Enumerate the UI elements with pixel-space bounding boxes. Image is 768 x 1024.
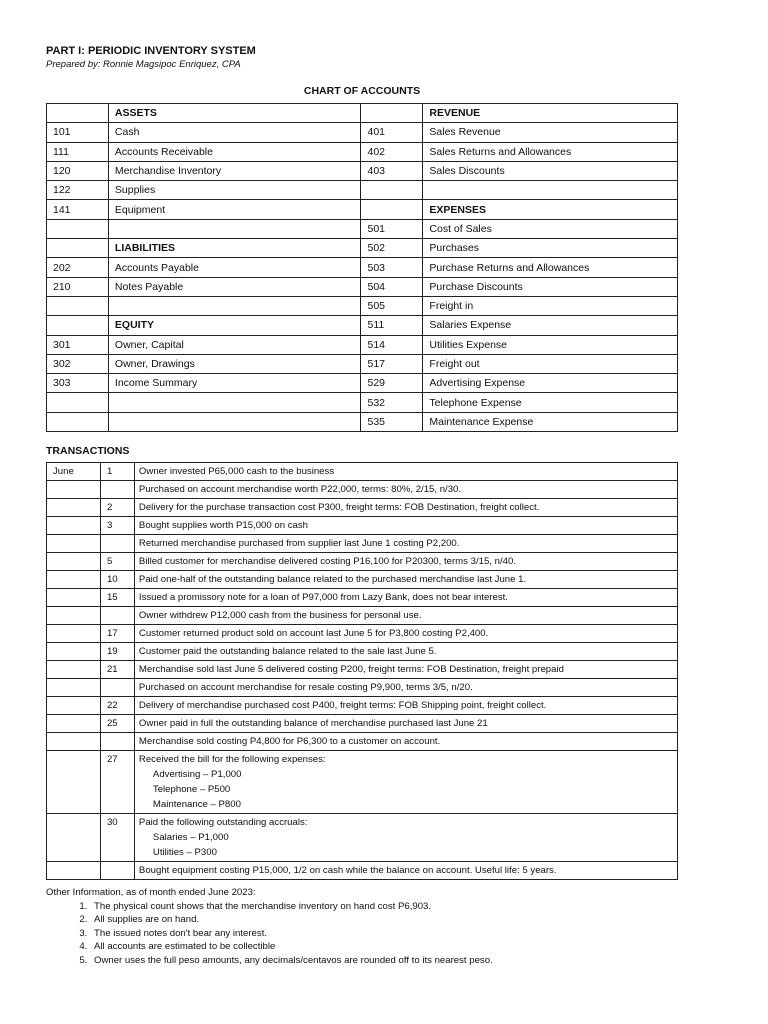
prepared-by: Prepared by: Ronnie Magsipoc Enriquez, CPA [46, 59, 241, 70]
transaction-row [47, 715, 678, 733]
coa-row [47, 335, 678, 354]
coa-right-code: 535 [361, 412, 423, 431]
transaction-row [47, 553, 678, 571]
coa-left-code: 210 [47, 277, 109, 296]
transaction-description [134, 733, 677, 751]
transaction-subitem: Advertising – P1,000 [152, 769, 242, 781]
transaction-month [47, 814, 101, 862]
coa-row [47, 393, 678, 412]
transaction-day: 15 [100, 589, 134, 607]
transaction-description [134, 643, 677, 661]
chart-of-accounts-title: CHART OF ACCOUNTS [303, 85, 421, 97]
chart-of-accounts-table [46, 103, 678, 432]
transaction-text: Owner invested P65,000 cash to the business [138, 466, 335, 478]
document-page [46, 44, 678, 967]
transaction-text: Returned merchandise purchased from supplier last June 1 costing P2,200. [138, 538, 460, 550]
coa-row [47, 316, 678, 335]
coa-right-code: 517 [361, 354, 423, 373]
transaction-description [134, 589, 677, 607]
transaction-row [47, 697, 678, 715]
other-information-intro: Other Information, as of month ended June 2023: [46, 887, 256, 899]
coa-right-name: Purchases [423, 239, 678, 258]
coa-left-code [47, 316, 109, 335]
transaction-description [134, 751, 677, 814]
coa-row [47, 200, 678, 219]
coa-left-name: EQUITY [108, 316, 361, 335]
coa-row [47, 181, 678, 200]
coa-left-name [108, 393, 361, 412]
coa-row [47, 219, 678, 238]
coa-left-code: 303 [47, 374, 109, 393]
transaction-description [134, 571, 677, 589]
transaction-text: Owner withdrew P12,000 cash from the business for personal use. [138, 610, 422, 622]
document-title: PART I: PERIODIC INVENTORY SYSTEM [46, 45, 256, 57]
transaction-month [47, 589, 101, 607]
transaction-row [47, 733, 678, 751]
coa-right-code: 505 [361, 296, 423, 315]
other-information-item: 2. All supplies are on hand. [90, 913, 678, 927]
transaction-month [47, 715, 101, 733]
coa-left-name: Income Summary [108, 374, 361, 393]
coa-right-code: 511 [361, 316, 423, 335]
transaction-day: 19 [100, 643, 134, 661]
transaction-day: 22 [100, 697, 134, 715]
transaction-description [134, 463, 677, 481]
transaction-description [134, 715, 677, 733]
transaction-description [134, 814, 677, 862]
coa-right-code [361, 200, 423, 219]
coa-left-code: 301 [47, 335, 109, 354]
coa-right-code [361, 181, 423, 200]
transaction-row [47, 661, 678, 679]
coa-right-name [423, 181, 678, 200]
transaction-row [47, 643, 678, 661]
transaction-row [47, 499, 678, 517]
transaction-text: Received the bill for the following expenses: [138, 754, 326, 766]
transaction-text: Customer paid the outstanding balance related to the sale last June 5. [138, 646, 437, 658]
transaction-row [47, 679, 678, 697]
transaction-day: 3 [100, 517, 134, 535]
coa-row [47, 123, 678, 142]
coa-left-code: 111 [47, 142, 109, 161]
coa-left-code: 122 [47, 181, 109, 200]
coa-right-name: Purchase Discounts [423, 277, 678, 296]
transaction-month [47, 553, 101, 571]
transaction-day: 2 [100, 499, 134, 517]
transaction-day: 21 [100, 661, 134, 679]
coa-row [47, 412, 678, 431]
coa-left-name: Notes Payable [108, 277, 361, 296]
transaction-row [47, 862, 678, 880]
transaction-description [134, 517, 677, 535]
coa-left-code: 302 [47, 354, 109, 373]
transaction-description [134, 553, 677, 571]
coa-row [47, 161, 678, 180]
transaction-text: Issued a promissory note for a loan of P97,000 from Lazy Bank, does not bear interest. [138, 592, 508, 604]
coa-left-name: Accounts Payable [108, 258, 361, 277]
coa-right-name: Utilities Expense [423, 335, 678, 354]
transaction-text: Customer returned product sold on account last June 5 for P3,800 costing P2,400. [138, 628, 489, 640]
coa-row [47, 104, 678, 123]
coa-left-code [47, 239, 109, 258]
transaction-row [47, 571, 678, 589]
coa-left-code: 120 [47, 161, 109, 180]
transaction-text: Purchased on account merchandise for resale costing P9,900, terms 3/5, n/20. [138, 682, 473, 694]
transaction-month [47, 625, 101, 643]
coa-right-name: Cost of Sales [423, 219, 678, 238]
transaction-day [100, 733, 134, 751]
transaction-row [47, 607, 678, 625]
coa-right-name: Freight out [423, 354, 678, 373]
transaction-day [100, 481, 134, 499]
transaction-text: Merchandise sold costing P4,800 for P6,300 to a customer on account. [138, 736, 441, 748]
coa-left-name: Merchandise Inventory [108, 161, 361, 180]
coa-left-name: Cash [108, 123, 361, 142]
coa-left-name [108, 219, 361, 238]
transaction-description [134, 862, 677, 880]
transaction-row [47, 814, 678, 862]
transaction-day: 27 [100, 751, 134, 814]
coa-left-name: ASSETS [108, 104, 361, 123]
coa-row [47, 239, 678, 258]
transaction-text: Purchased on account merchandise worth P22,000, terms: 80%, 2/15, n/30. [138, 484, 462, 496]
coa-right-code: 514 [361, 335, 423, 354]
coa-right-name: Salaries Expense [423, 316, 678, 335]
coa-right-code: 403 [361, 161, 423, 180]
transaction-month [47, 481, 101, 499]
coa-right-name: Purchase Returns and Allowances [423, 258, 678, 277]
transaction-description [134, 535, 677, 553]
transaction-description [134, 697, 677, 715]
coa-left-name [108, 296, 361, 315]
coa-row [47, 296, 678, 315]
transaction-description [134, 625, 677, 643]
coa-right-code: 503 [361, 258, 423, 277]
coa-right-name: Advertising Expense [423, 374, 678, 393]
coa-row [47, 142, 678, 161]
transaction-day [100, 607, 134, 625]
transaction-month [47, 607, 101, 625]
other-information-item: 3. The issued notes don't bear any interest. [90, 927, 678, 941]
transaction-month [47, 643, 101, 661]
coa-right-name: EXPENSES [423, 200, 678, 219]
transaction-description [134, 679, 677, 697]
transactions-label: TRANSACTIONS [46, 445, 130, 458]
transaction-subitem: Utilities – P300 [152, 847, 217, 859]
transaction-day: 1 [100, 463, 134, 481]
coa-right-name: Telephone Expense [423, 393, 678, 412]
transaction-month [47, 733, 101, 751]
coa-right-code: 502 [361, 239, 423, 258]
coa-left-code [47, 412, 109, 431]
transaction-day [100, 679, 134, 697]
transaction-day: 30 [100, 814, 134, 862]
transaction-day [100, 862, 134, 880]
coa-left-code: 141 [47, 200, 109, 219]
transaction-month [47, 751, 101, 814]
coa-left-name: Equipment [108, 200, 361, 219]
transaction-day: 5 [100, 553, 134, 571]
coa-right-code: 402 [361, 142, 423, 161]
transaction-row [47, 481, 678, 499]
transaction-month [47, 697, 101, 715]
other-information-list [46, 900, 678, 968]
transaction-day: 10 [100, 571, 134, 589]
transaction-month [47, 517, 101, 535]
transaction-row [47, 463, 678, 481]
coa-row [47, 374, 678, 393]
coa-row [47, 354, 678, 373]
transaction-text: Bought supplies worth P15,000 on cash [138, 520, 308, 532]
transaction-month [47, 679, 101, 697]
other-information-item: 4. All accounts are estimated to be collectible [90, 940, 678, 954]
coa-right-code: 504 [361, 277, 423, 296]
coa-right-name: Freight in [423, 296, 678, 315]
coa-left-name: Owner, Drawings [108, 354, 361, 373]
coa-right-code: 532 [361, 393, 423, 412]
transaction-subitem: Telephone – P500 [152, 784, 231, 796]
coa-left-code [47, 296, 109, 315]
coa-left-name: Owner, Capital [108, 335, 361, 354]
coa-left-code [47, 104, 109, 123]
coa-left-name [108, 412, 361, 431]
transaction-subitem: Salaries – P1,000 [152, 832, 229, 844]
transaction-month [47, 535, 101, 553]
transaction-text: Paid the following outstanding accruals: [138, 817, 308, 829]
transaction-day [100, 535, 134, 553]
coa-right-name: REVENUE [423, 104, 678, 123]
coa-left-code [47, 219, 109, 238]
transaction-month [47, 661, 101, 679]
other-information [46, 886, 678, 967]
coa-left-name: LIABILITIES [108, 239, 361, 258]
coa-left-code: 101 [47, 123, 109, 142]
coa-right-name: Maintenance Expense [423, 412, 678, 431]
transaction-day: 25 [100, 715, 134, 733]
transaction-row [47, 517, 678, 535]
coa-right-code [361, 104, 423, 123]
transaction-description [134, 607, 677, 625]
transaction-description [134, 481, 677, 499]
transaction-text: Merchandise sold last June 5 delivered costing P200, freight terms: FOB Destination, freight prepaid [138, 664, 564, 676]
coa-row [47, 277, 678, 296]
transaction-month [47, 499, 101, 517]
transaction-description [134, 499, 677, 517]
transaction-text: Billed customer for merchandise delivered costing P16,100 for P20300, terms 3/15, n/40. [138, 556, 516, 568]
transaction-text: Paid one-half of the outstanding balance related to the purchased merchandise last June 1. [138, 574, 527, 586]
coa-left-name: Supplies [108, 181, 361, 200]
transaction-text: Delivery for the purchase transaction cost P300, freight terms: FOB Destination, freight collect. [138, 502, 540, 514]
coa-right-name: Sales Revenue [423, 123, 678, 142]
other-information-item: 1. The physical count shows that the merchandise inventory on hand cost P6,903. [90, 900, 678, 914]
transaction-text: Delivery of merchandise purchased cost P400, freight terms: FOB Shipping point, freight collect. [138, 700, 547, 712]
transaction-text: Bought equipment costing P15,000, 1/2 on cash while the balance on account. Useful life: 5 years. [138, 865, 557, 877]
transaction-row [47, 589, 678, 607]
coa-right-code: 529 [361, 374, 423, 393]
transaction-row [47, 535, 678, 553]
transaction-description [134, 661, 677, 679]
transactions-table [46, 462, 678, 880]
transaction-subitem: Maintenance – P800 [152, 799, 241, 811]
coa-row [47, 258, 678, 277]
transaction-month: June [47, 463, 101, 481]
coa-left-name: Accounts Receivable [108, 142, 361, 161]
transaction-month [47, 862, 101, 880]
coa-right-name: Sales Discounts [423, 161, 678, 180]
coa-left-code [47, 393, 109, 412]
coa-right-code: 401 [361, 123, 423, 142]
coa-right-code: 501 [361, 219, 423, 238]
transaction-row [47, 751, 678, 814]
transaction-month [47, 571, 101, 589]
coa-right-name: Sales Returns and Allowances [423, 142, 678, 161]
coa-left-code: 202 [47, 258, 109, 277]
transaction-row [47, 625, 678, 643]
other-information-item: 5. Owner uses the full peso amounts, any decimals/centavos are rounded off to its nearest peso. [90, 954, 678, 968]
transaction-text: Owner paid in full the outstanding balance of merchandise purchased last June 21 [138, 718, 488, 730]
transaction-day: 17 [100, 625, 134, 643]
